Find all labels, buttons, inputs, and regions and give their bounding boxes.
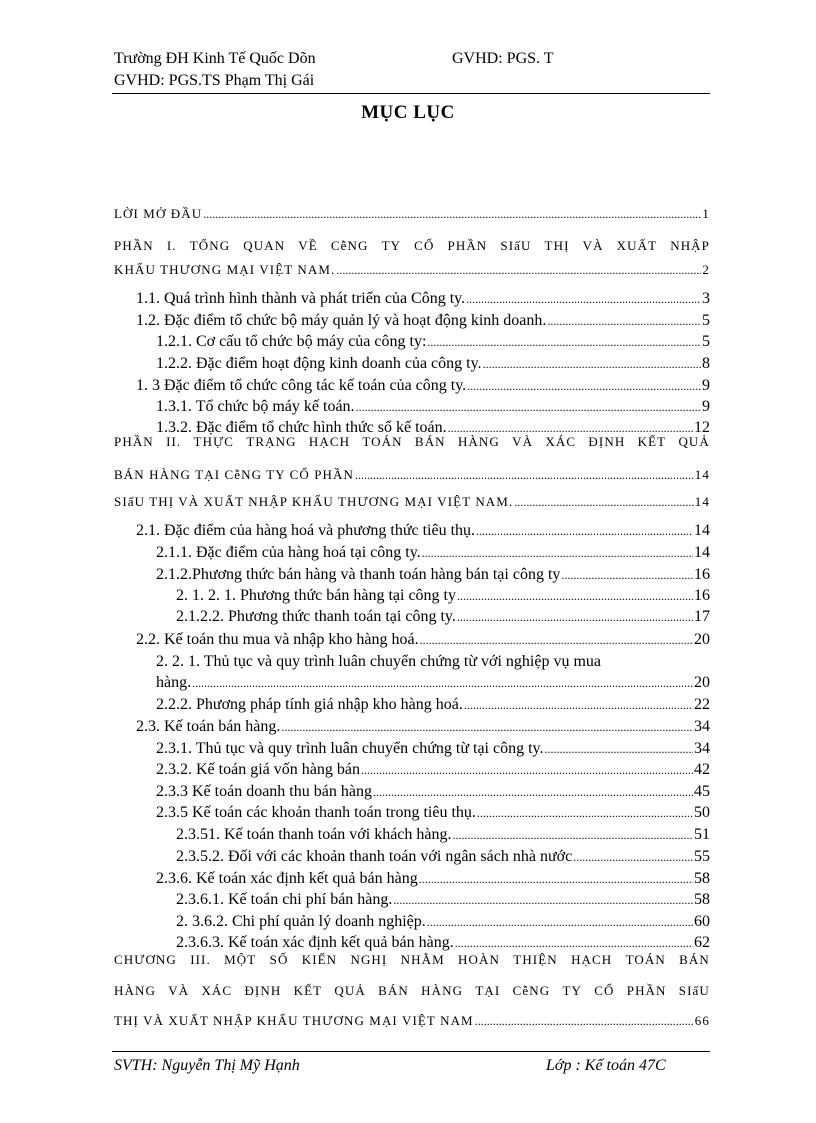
toc-entry: 2.3.6. Kế toán xác định kết quả bán hàng ..... 58	[156, 870, 710, 888]
heading-word: BÁN	[414, 434, 446, 449]
heading-word: TRẠNG	[246, 434, 297, 449]
heading-word: QUẢ	[678, 434, 710, 449]
toc-entry	[114, 434, 710, 450]
heading-word: KIẾN	[301, 952, 338, 967]
toc-entry	[114, 952, 710, 968]
heading-word: TOÁN	[625, 952, 666, 967]
heading-word: CHƯƠNG	[114, 952, 177, 967]
footer-class: Lớp : Kế toán 47C	[546, 1057, 666, 1074]
toc-entry: SIấU THỊ VÀ XUẤT NHẬP KHẨU THƯƠNG MẠI VIỆT NAM. ..... 14	[114, 494, 710, 510]
toc-entry: 2. 3.6.2. Chi phí quản lý doanh nghiệp. ..... 60	[176, 913, 710, 931]
toc-entry: 2.3.5.2. Đối với các khoản thanh toán với ngân sách nhà nước ..... 55	[176, 848, 710, 866]
heading-word: VÀ	[512, 434, 534, 449]
heading-word: CễNG	[512, 983, 551, 998]
heading-word: HẠCH	[571, 952, 613, 967]
toc-entry: 2. 2. 1. Thủ tục và quy trình luân chuyển chứng từ với nghiệp vụ mua	[156, 653, 601, 670]
heading-word: CỔ	[414, 238, 435, 253]
heading-word: HÀNG	[421, 983, 464, 998]
heading-word: BÁN	[378, 983, 409, 998]
heading-word: HÀNG	[457, 434, 500, 449]
toc-entry: THỊ VÀ XUẤT NHẬP KHẨU THƯƠNG MẠI VIỆT NAM ..... 66	[114, 1013, 710, 1029]
heading-word: PHẦN	[114, 434, 154, 449]
toc-entry: hàng. ..... 20	[156, 674, 710, 692]
heading-word: XÁC	[545, 434, 577, 449]
heading-word: PHẦN	[626, 983, 667, 998]
heading-word: SIấU	[500, 238, 532, 253]
heading-word: TOÁN	[362, 434, 403, 449]
toc-entry	[114, 983, 710, 999]
toc-entry	[114, 238, 710, 254]
heading-word: VỀ	[298, 238, 318, 253]
heading-word: SỐ	[269, 952, 289, 967]
toc-entry: 2.1.1. Đặc điểm của hàng hoá tại công ty. ..... 14	[156, 544, 710, 562]
heading-word: QUAN	[243, 238, 286, 253]
heading-word: HOÀN	[458, 952, 500, 967]
toc-entry: 2.1.2.Phương thức bán hàng và thanh toán hàng bán tại công ty ..... 16	[156, 566, 710, 584]
heading-word: NHẰM	[400, 952, 445, 967]
toc-entry: 1.3.2. Đặc điểm tổ chức hình thức sổ kế toán. ..... 12	[156, 419, 710, 437]
heading-word: TY	[381, 238, 402, 253]
heading-word: HÀNG	[114, 983, 156, 998]
heading-word: THỰC	[193, 434, 235, 449]
heading-word: KẾT	[637, 434, 667, 449]
toc-entry: 2.1.2.2. Phương thức thanh toán tại công ty. ..... 17	[176, 608, 710, 626]
header-advisor-short: GVHD: PGS. T	[452, 50, 554, 67]
toc-entry: 1.2.1. Cơ cấu tổ chức bộ máy của công ty: ..... 5	[156, 333, 710, 351]
heading-word: TY	[562, 983, 582, 998]
header-school: Trường ĐH Kinh Tế Quốc Dõn	[114, 50, 316, 67]
heading-word: VÀ	[168, 983, 190, 998]
heading-word: VÀ	[582, 238, 604, 253]
toc-entry: KHẨU THƯƠNG MẠI VIỆT NAM. ..... 2	[114, 262, 710, 278]
heading-word: THIỆN	[513, 952, 558, 967]
toc-entry: 1. 3 Đặc điểm tổ chức công tác kế toán của công ty. ..... 9	[136, 377, 710, 395]
heading-word: PHẦN	[447, 238, 488, 253]
toc-entry: 2.3.1. Thủ tục và quy trình luân chuyển chứng từ tại công ty. ..... 34	[156, 740, 710, 758]
heading-word: CễNG	[330, 238, 369, 253]
footer-rule	[112, 1051, 710, 1052]
header-rule	[112, 93, 710, 94]
heading-word: HẠCH	[308, 434, 351, 449]
heading-word: MỘT	[224, 952, 257, 967]
heading-word: XUẤT	[616, 238, 658, 253]
toc-entry: 2.2. Kế toán thu mua và nhập kho hàng hoá. ..... 20	[136, 631, 710, 649]
heading-word: NGHỊ	[350, 952, 388, 967]
heading-word: ĐỊNH	[588, 434, 626, 449]
heading-word: CỔ	[594, 983, 615, 998]
toc-entry: 2.3.6.3. Kế toán xác định kết quả bán hàng. ..... 62	[176, 934, 710, 952]
toc-entry: BÁN HÀNG TẠI CễNG TY CỔ PHẦN ..... 14	[114, 467, 710, 483]
heading-word: II.	[166, 434, 182, 449]
toc-entry: 2. 1. 2. 1. Phương thức bán hàng tại công ty ..... 16	[176, 587, 710, 605]
toc-entry: 2.2.2. Phương pháp tính giá nhập kho hàng hoá. ..... 22	[156, 696, 710, 714]
heading-word: ĐỊNH	[244, 983, 282, 998]
heading-word: NHẬP	[670, 238, 710, 253]
toc-entry: 1.1. Quá trình hình thành và phát triển của Công ty. ..... 3	[136, 290, 710, 308]
footer-student: SVTH: Nguyễn Thị Mỹ Hạnh	[114, 1057, 300, 1074]
toc-entry: 1.3.1. Tổ chức bộ máy kế toán. ..... 9	[156, 398, 710, 416]
heading-word: III.	[190, 952, 211, 967]
heading-word: TẠI	[475, 983, 501, 998]
heading-word: SIấU	[678, 983, 710, 998]
heading-word: QUẢ	[334, 983, 366, 998]
heading-word: I.	[166, 238, 177, 253]
toc-entry: 1.2. Đặc điểm tổ chức bộ máy quản lý và hoạt động kinh doanh. ..... 5	[136, 312, 710, 330]
heading-word: THỊ	[544, 238, 570, 253]
toc-entry: 2.3.51. Kế toán thanh toán với khách hàng. ..... 51	[176, 826, 710, 844]
toc-entry: LỜI MỞ ĐẦU ..... 1	[114, 206, 710, 222]
page-title: MỤC LỤC	[361, 102, 455, 123]
heading-word: PHẦN	[114, 238, 154, 253]
heading-word: KẾT	[293, 983, 323, 998]
heading-word: TỔNG	[189, 238, 231, 253]
toc-entry: 2.1. Đặc điểm của hàng hoá và phương thức tiêu thụ. ..... 14	[136, 522, 710, 540]
toc-entry: 1.2.2. Đặc điểm hoạt động kinh doanh của công ty. ..... 8	[156, 355, 710, 373]
header-advisor-full: GVHD: PGS.TS Phạm Thị Gái	[114, 72, 315, 89]
toc-entry: 2.3.3 Kế toán doanh thu bán hàng ..... 45	[156, 783, 710, 801]
toc-entry: 2.3.2. Kế toán giá vốn hàng bán ..... 42	[156, 761, 710, 779]
toc-entry: 2.3.5 Kế toán các khoản thanh toán trong tiêu thụ. ..... 50	[156, 804, 710, 822]
heading-word: BÁN	[679, 952, 710, 967]
heading-word: XÁC	[201, 983, 233, 998]
toc-entry: 2.3. Kế toán bán hàng. ..... 34	[136, 718, 710, 736]
toc-entry: 2.3.6.1. Kế toán chi phí bán hàng. ..... 58	[176, 891, 710, 909]
